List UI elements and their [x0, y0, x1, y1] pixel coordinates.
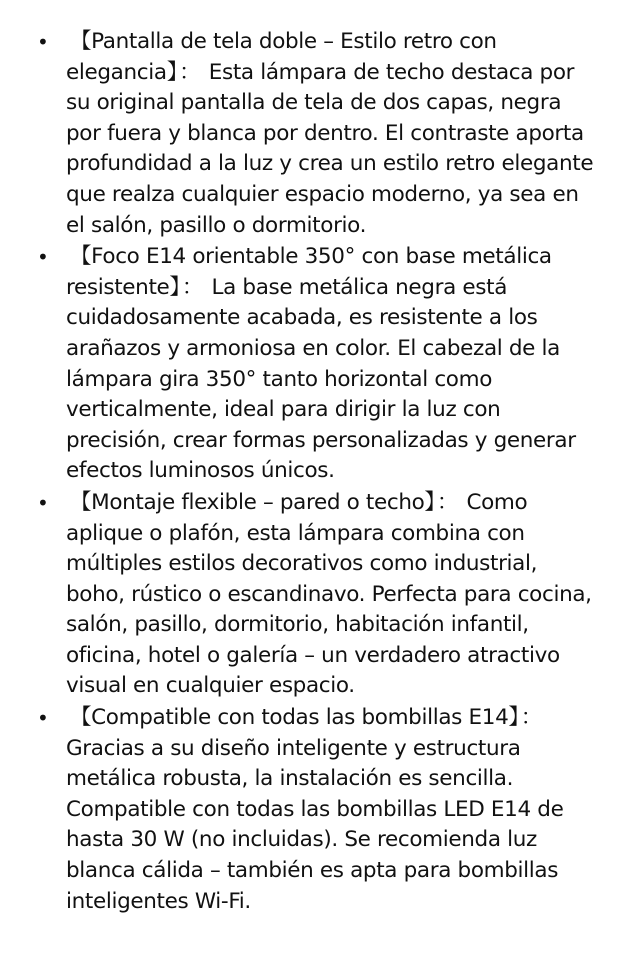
feature-separator: ：: [520, 705, 542, 731]
feature-separator: ：: [181, 274, 203, 300]
feature-description: Gracias a su diseño inteligente y estructura metálica robusta, la instalación es sencilla. Compatible con todas las bombillas LED E14 de hasta 30 W (no incluidas). Se recomienda luz blanca cálida – también es apta para bombillas inteligentes Wi-Fi.: [66, 735, 564, 914]
feature-title: 【Foco E14 orientable 350° con base metálica resistente】: [66, 244, 552, 300]
feature-item-flexible-mounting: [0, 488, 640, 702]
feature-item-e14-compatibility: [0, 703, 640, 917]
feature-item-double-fabric-shade: [0, 27, 640, 241]
bullet-icon: •: [37, 490, 49, 515]
feature-separator: ：: [179, 59, 201, 85]
product-feature-list: [0, 27, 640, 918]
feature-description: Esta lámpara de techo destaca por su original pantalla de tela de dos capas, negra por fuera y blanca por dentro. El contraste aporta profundidad a la luz y crea un estilo retro elegante que realza cualquier espacio moderno, ya sea en el salón, pasillo o dormitorio.: [66, 59, 594, 238]
bullet-icon: •: [37, 245, 49, 270]
bullet-icon: •: [37, 706, 49, 731]
feature-description: La base metálica negra está cuidadosamente acabada, es resistente a los arañazos y armoniosa en color. El cabezal de la lámpara gira 350° tanto horizontal como verticalmente, ideal para dirigir la luz con precisión, crear formas personalizadas y generar efectos luminosos únicos.: [66, 274, 576, 484]
feature-item-orientable-spotlight: [0, 242, 640, 487]
bullet-icon: •: [37, 30, 49, 54]
feature-title: 【Compatible con todas las bombillas E14】: [70, 705, 519, 731]
feature-title: 【Montaje flexible – pared o techo】: [70, 489, 435, 515]
feature-description: Como aplique o plafón, esta lámpara combina con múltiples estilos decorativos como industrial, boho, rústico o escandinavo. Perfecta para cocina, salón, pasillo, dormitorio, habitación infantil, oficina, hotel o galería – un verdadero atractivo visual en cualquier espacio.: [66, 489, 592, 699]
feature-title: 【Pantalla de tela doble – Estilo retro con elegancia】: [66, 29, 497, 85]
feature-separator: ：: [436, 489, 458, 515]
